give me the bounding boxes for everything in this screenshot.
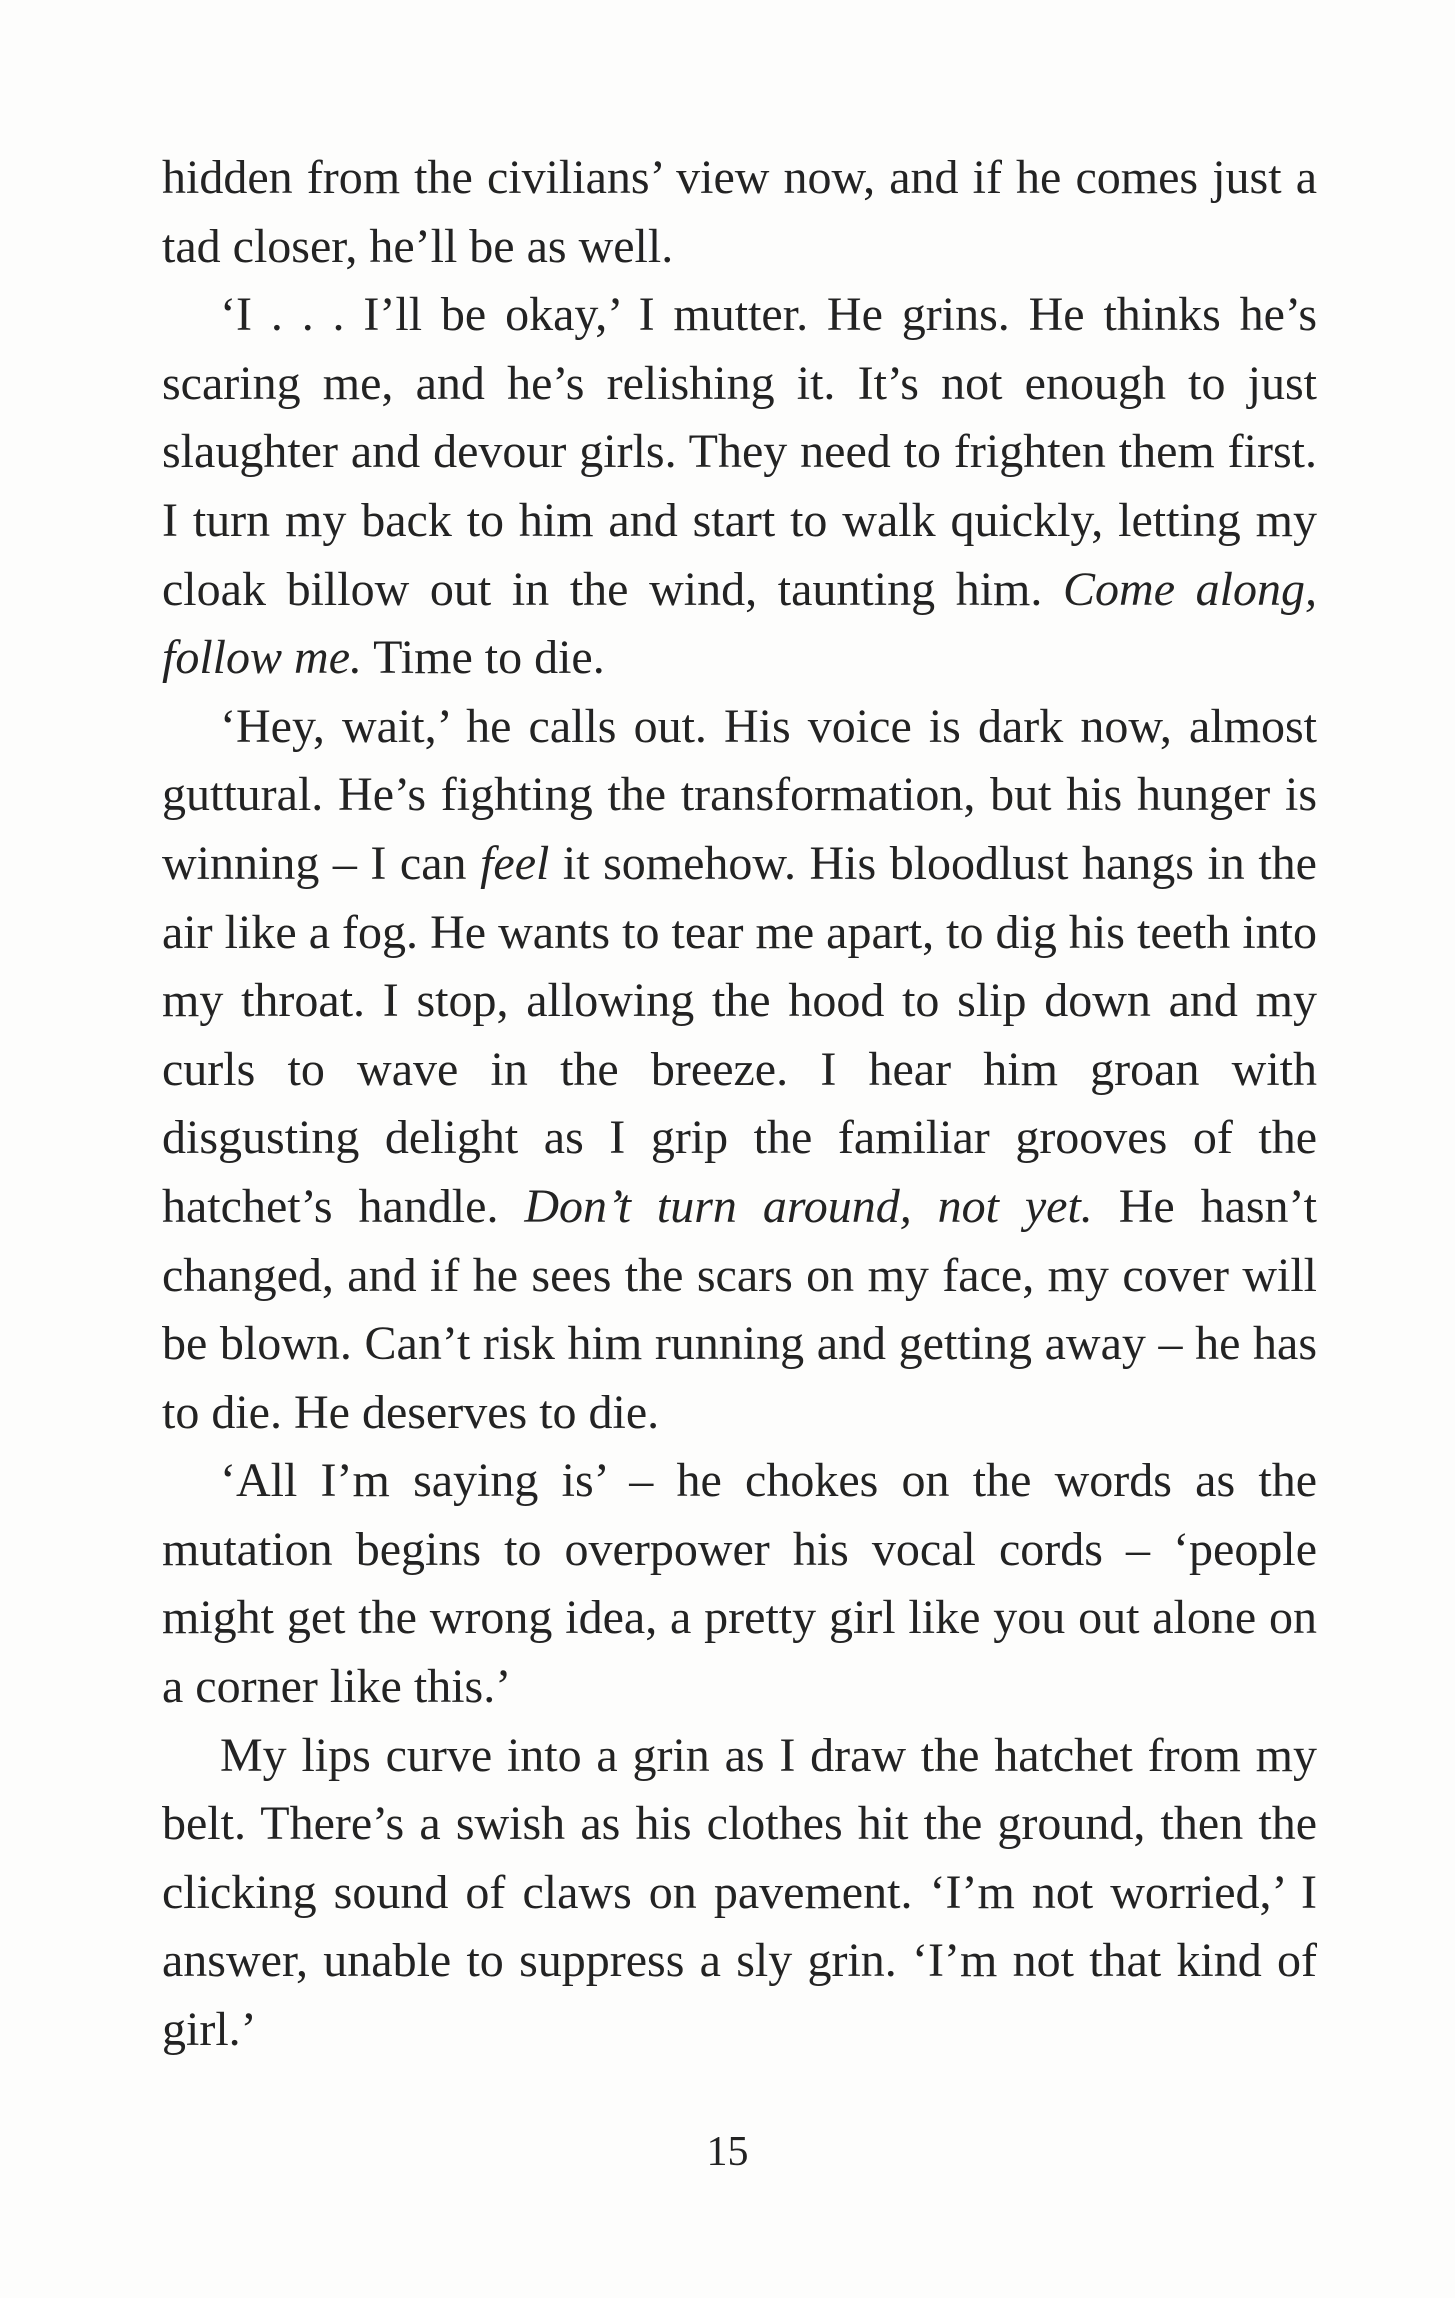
text-segment: Time to die. — [362, 631, 605, 685]
italic-text-segment: Come along, follow me. — [162, 562, 1317, 685]
paragraph-4 — [162, 1447, 1317, 1721]
text-segment: ‘I . . . I’ll be okay,’ I mutter. He grins. He thinks he’s scaring me, and he’s relishing it. It’s not enough to just slaughter and devour girls. They need to frighten them first. I turn my back to him and start to walk quickly, letting my cloak billow out in the wind, taunting him. — [162, 288, 1317, 616]
text-segment: My lips curve into a grin as I draw the hatchet from my belt. There’s a swish as his clothes hit the ground, then the clicking sound of claws on pavement. ‘I’m not worried,’ I answer, unable to suppress a sly grin. ‘I’m not that kind of girl.’ — [162, 1728, 1317, 2057]
text-segment: ‘Hey, wait,’ he calls out. His voice is dark now, almost guttural. He’s fighting the transformation, but his hunger is winning – I can — [162, 699, 1317, 890]
paragraph-2 — [162, 281, 1317, 693]
text-segment: it somehow. His bloodlust hangs in the air like a fog. He wants to tear me apart, to dig his teeth into my throat. I stop, allowing the hood to slip down and my curls to wave in the breeze. I hear him groan with disgusting delight as I grip the familiar grooves of the hatchet’s handle. — [162, 836, 1317, 1233]
text-segment: ‘All I’m saying is’ – he chokes on the words as the mutation begins to overpower his vocal cords – ‘people might get the wrong idea, a pretty girl like you out alone on a corner like this.’ — [162, 1454, 1317, 1714]
paragraph-5 — [162, 1722, 1317, 2065]
body-text — [162, 144, 1317, 2065]
text-segment: hidden from the civilians’ view now, and if he comes just a tad closer, he’ll be as well. — [162, 151, 1317, 273]
italic-text-segment: feel — [480, 836, 550, 890]
italic-text-segment: Don’t turn around, not yet. — [524, 1179, 1093, 1233]
paragraph-1 — [162, 144, 1317, 281]
page-number: 15 — [706, 2129, 749, 2175]
text-segment: He hasn’t changed, and if he sees the scars on my face, my cover will be blown. Can’t risk him running and getting away – he has to die. He deserves to die. — [162, 1179, 1317, 1439]
paragraph-3 — [162, 693, 1317, 1448]
